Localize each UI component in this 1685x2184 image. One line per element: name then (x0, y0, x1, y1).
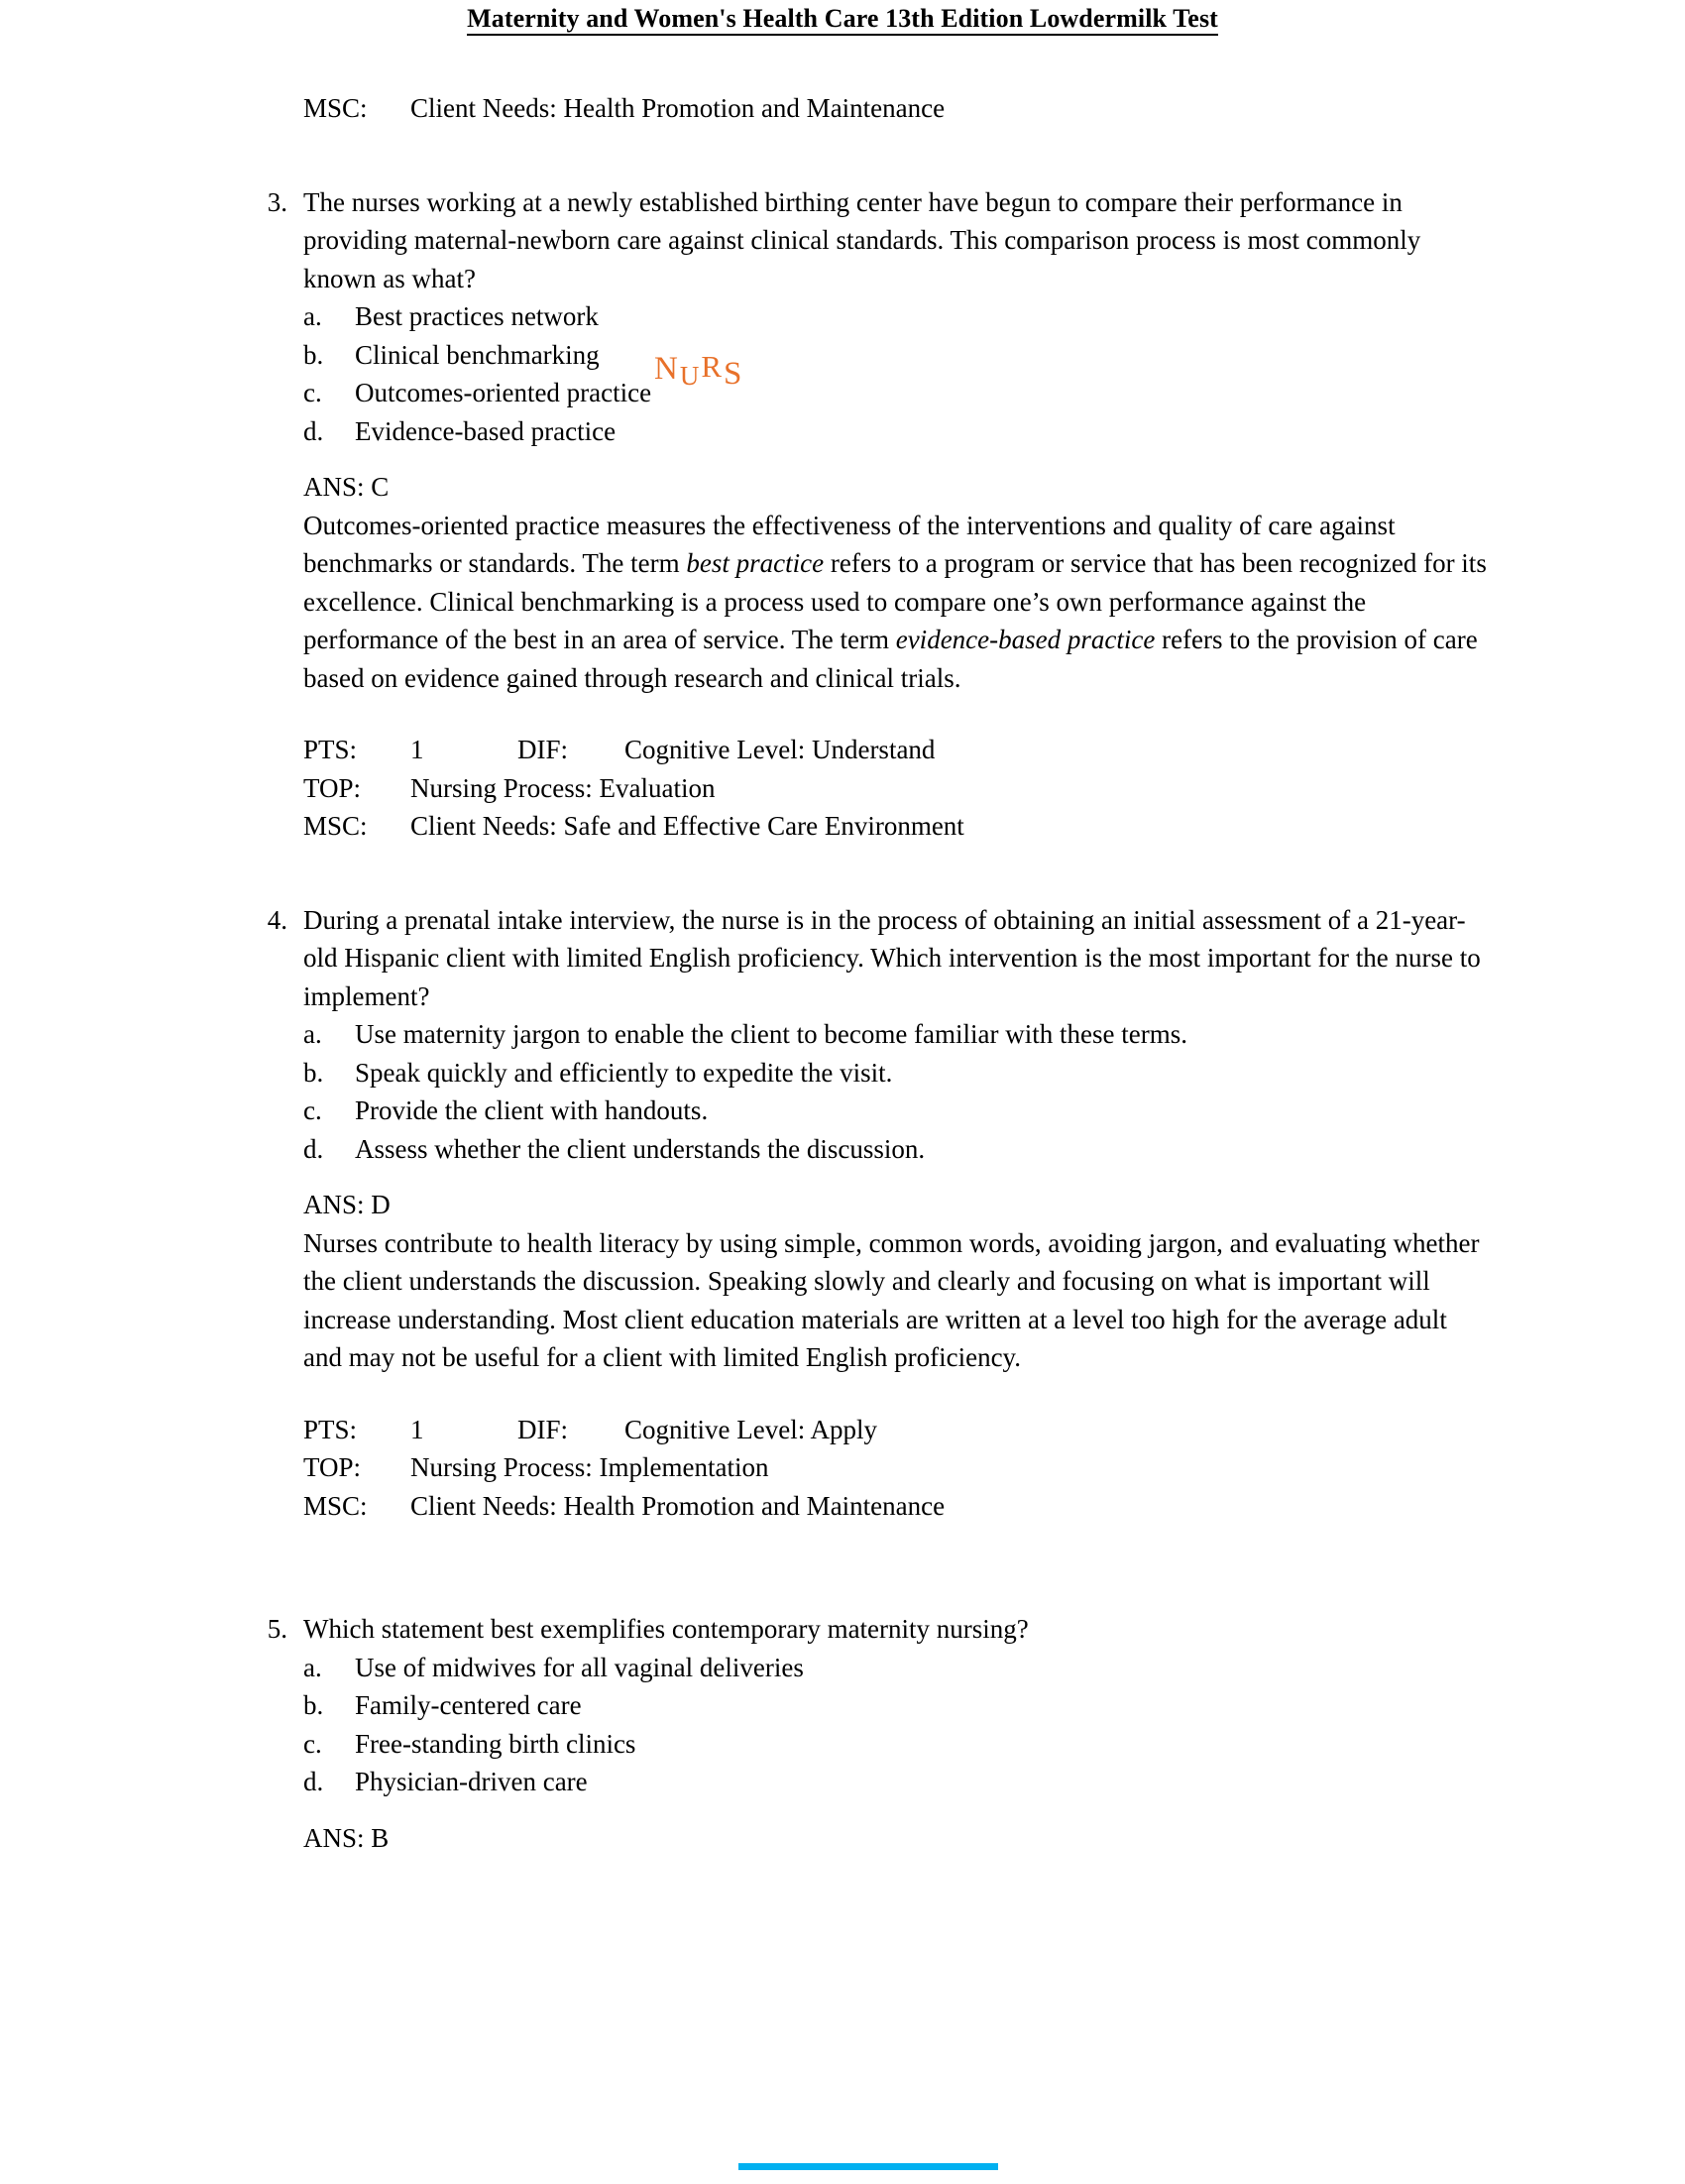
question-number-4: 4. (267, 904, 287, 935)
option-4-a[interactable] (303, 1015, 1497, 1054)
rationale-part: Outcomes-oriented practice measures the effectiveness of the interventions and quality of care against benchmarks or standards. The term (303, 510, 1396, 578)
option-text: Clinical benchmarking (355, 339, 600, 370)
option-5-c[interactable] (303, 1725, 1497, 1764)
answer-label-5: ANS: B (303, 1822, 390, 1853)
question-item-3 (248, 183, 1497, 298)
option-text: Provide the client with handouts. (355, 1095, 709, 1125)
watermark-char-r: R (701, 349, 725, 384)
option-text: Free-standing birth clinics (355, 1728, 636, 1759)
option-5-a[interactable] (303, 1649, 1497, 1687)
question-number-5: 5. (267, 1614, 287, 1644)
metadata-pts-dif-4: PTS: 1 DIF: Cognitive Level: Apply (303, 1414, 877, 1444)
metadata-block-4 (248, 1411, 1497, 1526)
question-block-5 (248, 1610, 1497, 1857)
watermark-char-n: N (654, 351, 680, 387)
option-letter: c. (303, 378, 322, 407)
option-letter: a. (303, 301, 322, 331)
spacer (248, 128, 1497, 183)
page-title (0, 4, 1685, 34)
options-list-4 (248, 1015, 1497, 1168)
option-3-c[interactable] (303, 374, 1497, 412)
metadata-msc-3: MSC: Client Needs: Safe and Effective Care Environment (303, 811, 964, 841)
rationale-part: refers to a program or service that has been recognized for its excellence. Clinical benchmarking is a process used to compare one’s own performance against the performance of the best in an area of service. The term (303, 548, 1487, 654)
question-item-5 (248, 1610, 1497, 1649)
option-letter: a. (303, 1019, 322, 1049)
option-4-b[interactable] (303, 1054, 1497, 1092)
answer-block-4 (248, 1186, 1497, 1377)
metadata-block-3 (248, 731, 1497, 846)
rationale-italic-term: best practice (686, 548, 825, 578)
option-text: Family-centered care (355, 1690, 582, 1720)
option-3-b[interactable] (303, 336, 1497, 375)
question-stem-3: The nurses working at a newly established birthing center have begun to compare their performance in providing maternal-newborn care against clinical standards. This comparison process is most commonly known as what? (303, 186, 1421, 293)
spacer (248, 1525, 1497, 1610)
option-text: Use of midwives for all vaginal deliveries (355, 1652, 804, 1682)
option-letter: a. (303, 1652, 322, 1682)
option-letter: d. (303, 1133, 324, 1164)
option-5-d[interactable] (303, 1763, 1497, 1801)
option-text: Assess whether the client understands the discussion. (355, 1133, 926, 1164)
carryover-msc-line: MSC: Client Needs: Health Promotion and Maintenance (303, 93, 946, 123)
metadata-msc-4: MSC: Client Needs: Health Promotion and Maintenance (303, 1490, 946, 1521)
rationale-part: refers to the provision of care based on evidence gained through research and clinical trials. (303, 625, 1478, 693)
spacer (248, 1168, 1497, 1186)
answer-label-4: ANS: D (303, 1190, 391, 1219)
option-letter: b. (303, 1690, 324, 1720)
options-list-5 (248, 1649, 1497, 1801)
option-3-a[interactable] (303, 297, 1497, 336)
bottom-cyan-rule (738, 2163, 998, 2170)
option-letter: b. (303, 1057, 324, 1088)
rationale-4: Nurses contribute to health literacy by using simple, common words, avoiding jargon, and evaluating whether the client understands the discussion. Speaking slowly and clearly and focusing on what is important will increase understanding. Most client education materials are written at a level too high for the average adult and may not be useful for a client with limited English proficiency. (303, 1227, 1480, 1372)
watermark-char-s: S (724, 356, 744, 392)
rationale-italic-term: evidence-based practice (895, 625, 1156, 654)
spacer (248, 846, 1497, 901)
watermark-char-u: U (679, 361, 702, 391)
option-text: Outcomes-oriented practice (355, 378, 652, 407)
question-item-4 (248, 901, 1497, 1016)
spacer (248, 1801, 1497, 1819)
question-stem-4: During a prenatal intake interview, the nurse is in the process of obtaining an initial assessment of a 21-year-old Hispanic client with limited English proficiency. Which intervention is the most important for the nurse to implement? (303, 904, 1481, 1011)
option-text: Speak quickly and efficiently to expedite the visit. (355, 1057, 893, 1088)
options-list-3 (248, 297, 1497, 450)
option-letter: d. (303, 415, 324, 446)
answer-label-3: ANS: C (303, 472, 390, 502)
question-block-4 (248, 901, 1497, 1526)
question-block-3 (248, 183, 1497, 846)
question-stem-5: Which statement best exemplifies contemporary maternity nursing? (303, 1614, 1029, 1644)
answer-block-3 (248, 468, 1497, 697)
option-text: Best practices network (355, 301, 599, 331)
metadata-pts-dif-3: PTS: 1 DIF: Cognitive Level: Understand (303, 735, 936, 764)
spacer (248, 697, 1497, 731)
option-3-d[interactable] (303, 412, 1497, 451)
option-4-c[interactable] (303, 1092, 1497, 1130)
option-letter: b. (303, 339, 324, 370)
spacer (248, 450, 1497, 468)
option-letter: d. (303, 1767, 324, 1796)
carryover-msc-block (248, 89, 1497, 128)
option-5-b[interactable] (303, 1686, 1497, 1725)
option-letter: c. (303, 1728, 322, 1759)
option-text: Physician-driven care (355, 1767, 588, 1796)
rationale-3 (303, 507, 1488, 698)
option-4-d[interactable] (303, 1130, 1497, 1169)
option-text: Evidence-based practice (355, 415, 617, 446)
document-body (248, 89, 1497, 1857)
option-text: Use maternity jargon to enable the client to become familiar with these terms. (355, 1019, 1187, 1049)
answer-block-5 (248, 1819, 1497, 1858)
metadata-top-4: TOP: Nursing Process: Implementation (303, 1452, 769, 1482)
option-letter: c. (303, 1095, 322, 1125)
page-title-text: Maternity and Women's Health Care 13th Edition Lowdermilk Test (467, 4, 1218, 36)
question-number-3: 3. (267, 186, 287, 217)
metadata-top-3: TOP: Nursing Process: Evaluation (303, 772, 716, 803)
spacer (248, 1377, 1497, 1411)
